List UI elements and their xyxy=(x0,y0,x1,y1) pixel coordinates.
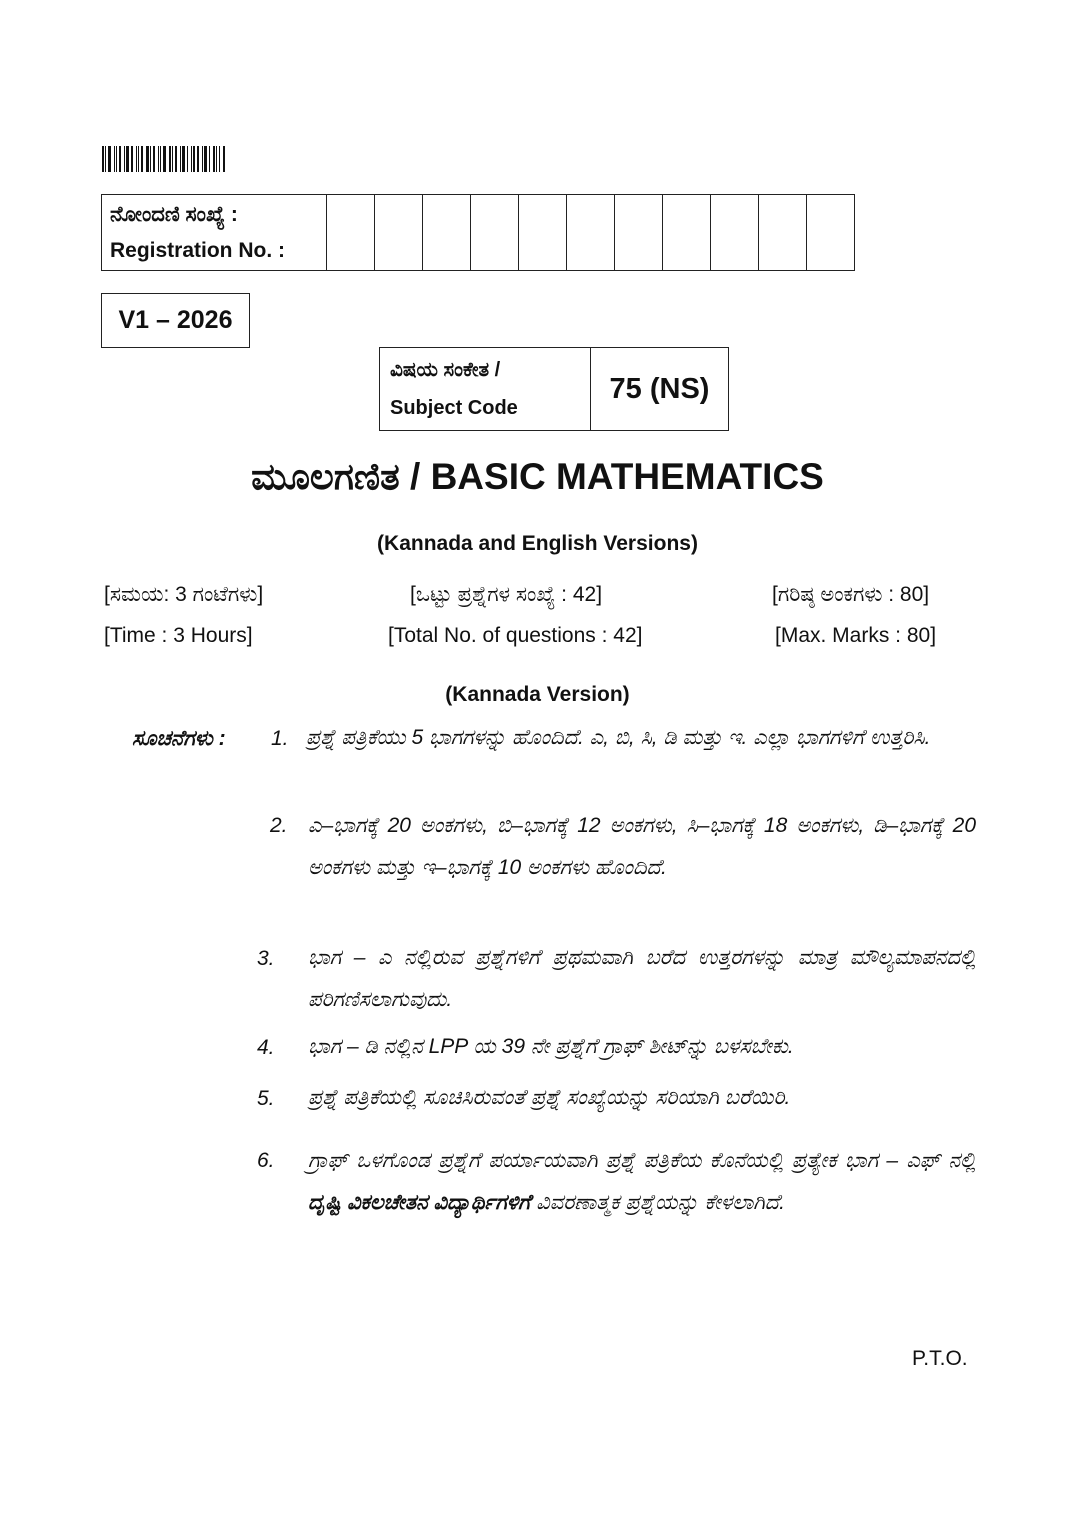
barcode-bar xyxy=(180,146,181,172)
barcode-bar xyxy=(116,146,117,172)
barcode-bar xyxy=(163,146,166,172)
barcode-bar xyxy=(114,146,115,172)
registration-digit-box[interactable] xyxy=(375,195,423,271)
instruction-number: 1. xyxy=(271,727,289,750)
instruction-text: ಪ್ರಶ್ನೆ ಪತ್ರಿಕೆಯು 5 ಭಾಗಗಳನ್ನು ಹೊಂದಿದೆ. ಎ, ಬಿ, ಸಿ, ಡಿ ಮತ್ತು ಇ. ಎಲ್ಲಾ ಭಾಗಗಳಿಗೆ ಉತ್ತರಿಸಿ. xyxy=(306,726,931,749)
instruction-number: 5. xyxy=(257,1087,275,1110)
instruction-text: ಎ–ಭಾಗಕ್ಕೆ 20 ಅಂಕಗಳು, ಬಿ–ಭಾಗಕ್ಕೆ 12 ಅಂಕಗಳು, ಸಿ–ಭಾಗಕ್ಕೆ 18 ಅಂಕಗಳು, ಡಿ–ಭಾಗಕ್ಕೆ 20 ಅಂಕಗಳು ಮತ್ತು ಇ–ಭಾಗಕ್ಕೆ 10 ಅಂಕಗಳು ಹೊಂದಿದೆ. xyxy=(308,814,976,879)
paper-subtitle: (Kannada and English Versions) xyxy=(377,532,698,555)
registration-digit-box[interactable] xyxy=(567,195,615,271)
barcode xyxy=(102,146,247,172)
registration-label-en: Registration No. : xyxy=(110,238,286,262)
barcode-bar xyxy=(119,146,121,172)
subject-label-kn: ವಿಷಯ ಸಂಕೇತ / xyxy=(390,359,501,381)
barcode-bar xyxy=(141,146,143,172)
instruction-text: ಭಾಗ – ಎ ನಲ್ಲಿರುವ ಪ್ರಶ್ನೆಗಳಿಗೆ ಪ್ರಥಮವಾಗಿ ಬರೆದ ಉತ್ತರಗಳನ್ನು ಮಾತ್ರ ಮೌಲ್ಯಮಾಪನದಲ್ಲಿ ಪರಿಗಣಿಸಲಾಗುವುದು. xyxy=(308,946,976,1011)
barcode-bar xyxy=(219,146,220,172)
barcode-bar xyxy=(191,146,192,172)
subject-label-en: Subject Code xyxy=(390,397,518,419)
registration-digit-box[interactable] xyxy=(663,195,711,271)
instruction-number: 6. xyxy=(257,1149,275,1172)
marks-kn: [ಗರಿಷ್ಠ ಅಂಕಗಳು : 80] xyxy=(772,583,930,606)
instruction-text-part: ವಿವರಣಾತ್ಮಕ ಪ್ರಶ್ನೆಯನ್ನು ಕೇಳಲಾಗಿದೆ. xyxy=(530,1191,786,1214)
subject-code-value: 75 (NS) xyxy=(609,372,710,405)
subject-code-label xyxy=(380,348,591,430)
barcode-bar xyxy=(187,146,188,172)
questions-en: [Total No. of questions : 42] xyxy=(388,624,643,647)
registration-digit-box[interactable] xyxy=(327,195,375,271)
time-en: [Time : 3 Hours] xyxy=(104,624,253,647)
barcode-bar xyxy=(213,146,215,172)
page-footer-pto: P.T.O. xyxy=(912,1347,968,1370)
version-code: V1 – 2026 xyxy=(101,293,250,348)
registration-digit-box[interactable] xyxy=(423,195,471,271)
barcode-bar xyxy=(108,146,111,172)
version-heading: (Kannada Version) xyxy=(445,683,630,706)
barcode-bar xyxy=(131,146,133,172)
registration-digit-box[interactable] xyxy=(807,195,855,271)
barcode-bar xyxy=(172,146,173,172)
barcode-bar xyxy=(169,146,171,172)
registration-table xyxy=(101,194,855,271)
barcode-bar xyxy=(175,146,177,172)
instruction-number: 4. xyxy=(257,1036,275,1059)
time-kn: [ಸಮಯ: 3 ಗಂಟೆಗಳು] xyxy=(104,583,264,606)
barcode-bar xyxy=(124,146,125,172)
barcode-bar xyxy=(197,146,199,172)
instruction-text: ಭಾಗ – ಡಿ ನಲ್ಲಿನ LPP ಯ 39 ನೇ ಪ್ರಶ್ನೆಗೆ ಗ್ರಾಫ್ ಶೀಟ್‌ನ್ನು ಬಳಸಬೇಕು. xyxy=(308,1035,794,1058)
registration-digit-box[interactable] xyxy=(615,195,663,271)
registration-digit-box[interactable] xyxy=(711,195,759,271)
barcode-bar xyxy=(182,146,185,172)
barcode-bar xyxy=(216,146,217,172)
barcode-bar xyxy=(150,146,151,172)
marks-en: [Max. Marks : 80] xyxy=(775,624,937,647)
instruction-emphasis: ದೃಷ್ಟಿ ವಿಕಲಚೇತನ ವಿದ್ಯಾರ್ಥಿಗಳಿಗೆ xyxy=(308,1191,531,1214)
barcode-bar xyxy=(160,146,161,172)
instruction-text: ಪ್ರಶ್ನೆ ಪತ್ರಿಕೆಯಲ್ಲಿ ಸೂಚಿಸಿರುವಂತೆ ಪ್ರಶ್ನೆ ಸಂಖ್ಯೆಯನ್ನು ಸರಿಯಾಗಿ ಬರೆಯಿರಿ. xyxy=(308,1086,791,1109)
barcode-bar xyxy=(126,146,129,172)
barcode-bar xyxy=(153,146,155,172)
registration-label-kn: ನೋಂದಣಿ ಸಂಖ್ಯೆ : xyxy=(110,202,238,226)
registration-digit-box[interactable] xyxy=(519,195,567,271)
questions-kn: [ಒಟ್ಟು ಪ್ರಶ್ನೆಗಳ ಸಂಖ್ಯೆ : 42] xyxy=(410,583,603,606)
instruction-text-part: ಗ್ರಾಫ್ ಒಳಗೊಂಡ ಪ್ರಶ್ನೆಗೆ ಪರ್ಯಾಯವಾಗಿ ಪ್ರಶ್ನೆ ಪತ್ರಿಕೆಯ ಕೊನೆಯಲ್ಲಿ ಪ್ರತ್ಯೇಕ ಭಾಗ – ಎಫ್ ನಲ್ಲಿ xyxy=(308,1149,976,1172)
barcode-bar xyxy=(136,146,137,172)
barcode-bar xyxy=(158,146,159,172)
instruction-number: 3. xyxy=(257,947,275,970)
barcode-bar xyxy=(202,146,203,172)
registration-digit-box[interactable] xyxy=(471,195,519,271)
barcode-bar xyxy=(223,146,225,172)
barcode-bar xyxy=(193,146,195,172)
barcode-bar xyxy=(146,146,149,172)
barcode-bar xyxy=(209,146,210,172)
barcode-bar xyxy=(138,146,139,172)
instruction-text xyxy=(308,1140,976,1224)
subject-code-box xyxy=(379,347,729,431)
instructions-label: ಸೂಚನೆಗಳು : xyxy=(132,727,226,750)
barcode-bar xyxy=(204,146,207,172)
registration-label xyxy=(102,195,327,271)
paper-title: ಮೂಲಗಣಿತ / BASIC MATHEMATICS xyxy=(251,456,824,497)
instruction-number: 2. xyxy=(270,814,288,837)
barcode-bar xyxy=(102,146,104,172)
barcode-bar xyxy=(105,146,106,172)
registration-digit-box[interactable] xyxy=(759,195,807,271)
